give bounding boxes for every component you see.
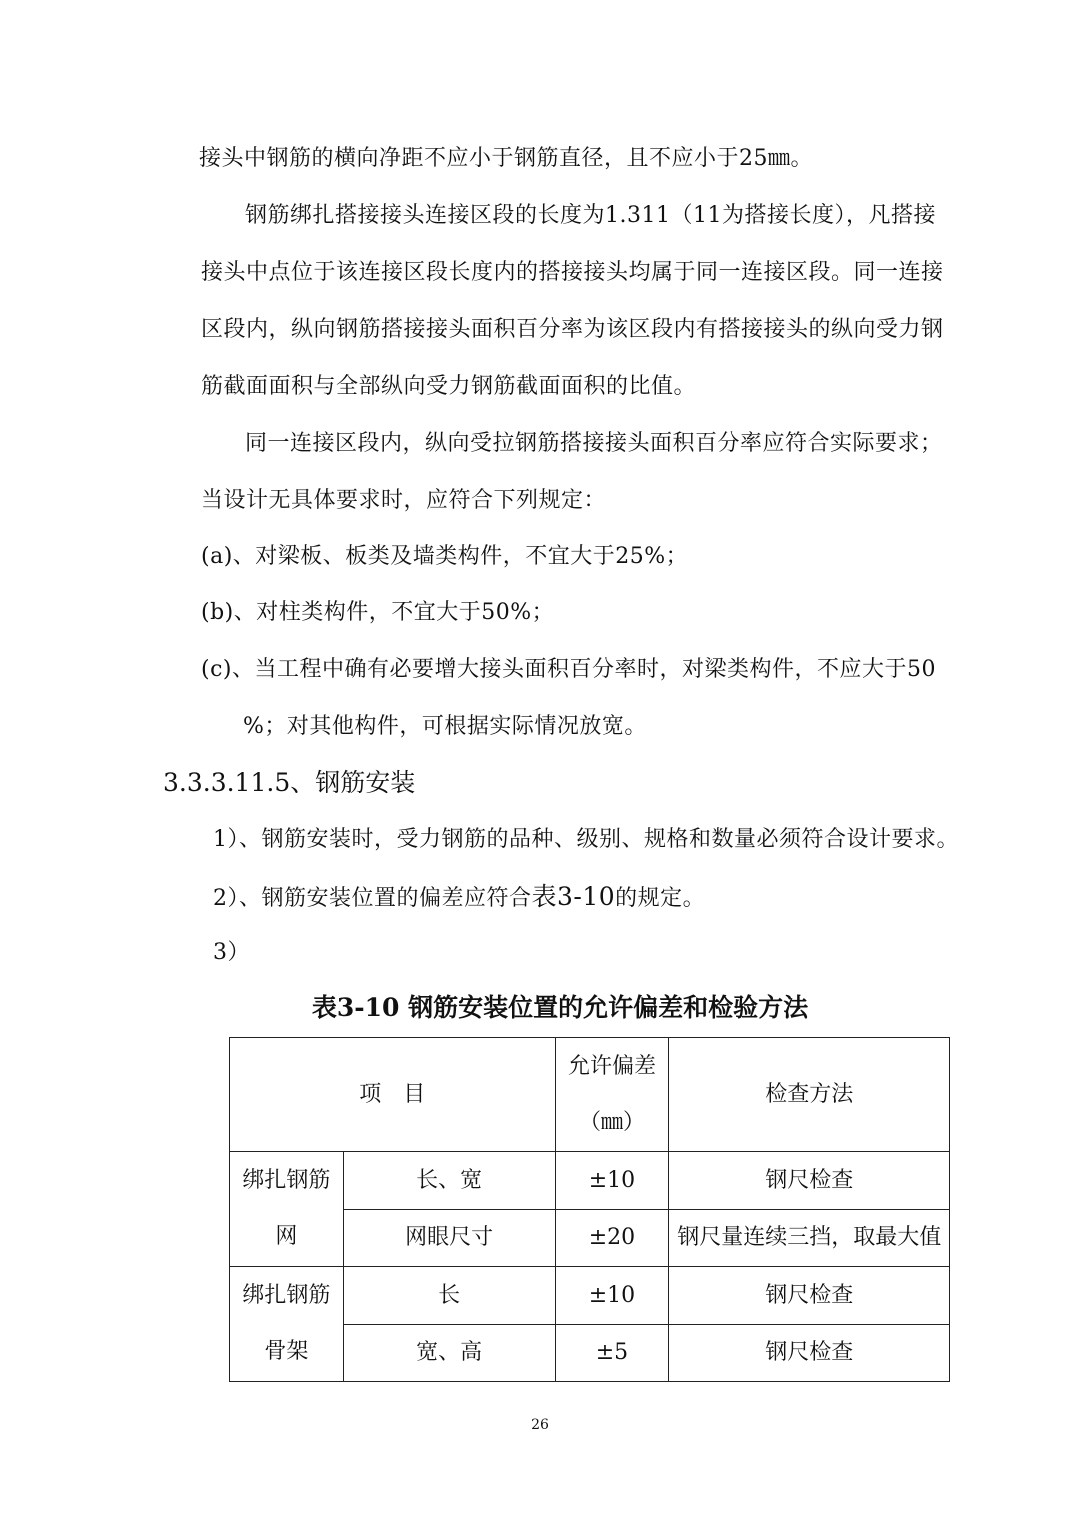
tolerance-table [229,1037,950,1382]
row-tolerance: ±20 [555,1210,669,1267]
paragraph-line: 当设计无具体要求时，应符合下列规定： [201,488,607,513]
row-tolerance: ±10 [555,1267,669,1325]
section-item-2-text: 2）、钢筋安装位置的偏差应符合 [213,886,532,911]
paragraph-line: 区段内，纵向钢筋搭接接头面积百分率为该区段内有搭接接头的纵向受力钢 [201,317,944,342]
row-item: 长 [343,1267,555,1325]
row-tolerance: ±10 [555,1152,669,1210]
section-item-1: 1）、钢筋安装时，受力钢筋的品种、级别、规格和数量必须符合设计要求。 [213,827,959,852]
group-name-line: 绑扎钢筋 [242,1283,331,1308]
page-number: 26 [531,1417,549,1433]
list-item-b: (b)、对柱类构件，不宜大于50%； [201,600,555,625]
row-method: 钢尺检查 [669,1325,950,1382]
group-name-cell [230,1152,344,1267]
paragraph-line: 钢筋绑扎搭接接头连接区段的长度为1.311（11为搭接长度），凡搭接 [245,203,936,228]
row-item: 长、宽 [343,1152,555,1210]
section-item-2 [213,882,705,914]
row-method: 钢尺量连续三挡，取最大值 [669,1210,950,1267]
table-title: 表3-10 钢筋安装位置的允许偏差和检验方法 [311,993,809,1022]
paragraph-line: 接头中点位于该连接区段长度内的搭接接头均属于同一连接区段。同一连接 [201,260,944,285]
table-row [230,1267,950,1325]
group-name-line: 绑扎钢筋 [242,1168,331,1193]
paragraph-line: 筋截面面积与全部纵向受力钢筋截面面积的比值。 [201,374,697,399]
section-item-3: 3） [213,940,250,965]
row-tolerance: ±5 [555,1325,669,1382]
table-header-row [230,1038,950,1152]
header-tolerance [555,1038,669,1152]
row-method: 钢尺检查 [669,1267,950,1325]
row-item: 宽、高 [343,1325,555,1382]
header-tolerance-unit: （㎜） [578,1109,645,1135]
group-name-cell [230,1267,344,1382]
section-item-2-tail: 的规定。 [615,886,706,911]
list-item-c: (c)、当工程中确有必要增大接头面积百分率时，对梁类构件，不应大于50 [201,657,936,682]
group-name-line: 网 [275,1224,298,1249]
paragraph-line: 同一连接区段内，纵向受拉钢筋搭接接头面积百分率应符合实际要求； [245,431,943,456]
group-name-line: 骨架 [264,1339,309,1364]
list-item-a: (a)、对梁板、板类及墙类构件，不宜大于25%； [201,544,689,569]
table-reference: 表3-10 [531,882,616,911]
header-tolerance-label: 允许偏差 [567,1053,656,1079]
header-item: 项 目 [230,1038,556,1152]
section-heading: 3.3.3.11.5、钢筋安装 [163,768,416,797]
table-row [230,1152,950,1210]
list-item-c-continued: %；对其他构件，可根据实际情况放宽。 [243,714,647,739]
paragraph-line: 接头中钢筋的横向净距不应小于钢筋直径，且不应小于25㎜。 [199,146,813,171]
header-method: 检查方法 [669,1038,950,1152]
row-item: 网眼尺寸 [343,1210,555,1267]
row-method: 钢尺检查 [669,1152,950,1210]
